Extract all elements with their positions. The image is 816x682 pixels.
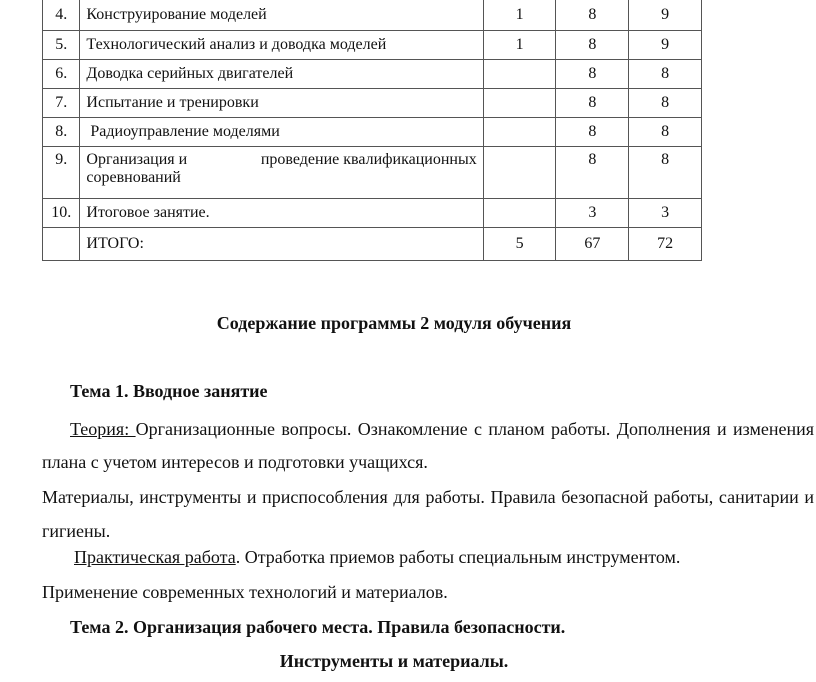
row-practice-hours: 8: [556, 60, 629, 89]
theory-label: Теория:: [70, 419, 136, 439]
row-topic-text: Радиоуправление моделями: [90, 123, 280, 140]
row-total-hours: 72: [629, 228, 702, 261]
topic2-subtitle: Инструменты и материалы.: [279, 651, 509, 671]
row-number: 5.: [43, 31, 80, 60]
practice-label: Практическая работа: [74, 547, 236, 567]
table-row: [43, 89, 702, 118]
row-number: 8.: [43, 118, 80, 147]
row-total-hours: 3: [629, 199, 702, 228]
row-theory-hours: [483, 89, 556, 118]
practice-text: . Отработка приемов работы специальным инструментом.: [235, 547, 681, 567]
row-topic: Технологический анализ и доводка моделей: [80, 31, 483, 60]
practice-line: [74, 547, 680, 568]
row-topic-line: [86, 151, 476, 169]
row-topic: Конструирование моделей: [80, 0, 483, 31]
row-number: 7.: [43, 89, 80, 118]
row-number: [43, 228, 80, 261]
row-theory-hours: 1: [483, 31, 556, 60]
row-topic-part3: соревнований: [86, 169, 181, 186]
row-theory-hours: [483, 118, 556, 147]
row-practice-hours: 8: [556, 31, 629, 60]
row-topic: Испытание и тренировки: [80, 89, 483, 118]
row-practice-hours: 8: [556, 147, 629, 199]
plan-table: [42, 0, 702, 261]
theory-paragraph: [42, 413, 814, 479]
row-practice-hours: 8: [556, 118, 629, 147]
row-total-hours: 8: [629, 89, 702, 118]
row-total-hours: 8: [629, 60, 702, 89]
theory-text: Организационные вопросы. Ознакомление с планом работы. Дополнения и изменения плана с учетом интересов и подготовки учащихся.: [42, 419, 814, 472]
row-topic: [80, 118, 483, 147]
row-total-hours: 8: [629, 147, 702, 199]
row-theory-hours: 5: [483, 228, 556, 261]
row-total-hours: 9: [629, 31, 702, 60]
row-theory-hours: 1: [483, 0, 556, 31]
row-practice-hours: 8: [556, 0, 629, 31]
table-row: [43, 0, 702, 31]
topic1-title: Тема 1. Вводное занятие: [70, 381, 268, 401]
row-topic: Итоговое занятие.: [80, 199, 483, 228]
row-total-hours: 8: [629, 118, 702, 147]
table-row: [43, 60, 702, 89]
row-topic: [80, 147, 483, 199]
row-practice-hours: 8: [556, 89, 629, 118]
table-row: [43, 147, 702, 199]
table-row: [43, 31, 702, 60]
row-topic: ИТОГО:: [80, 228, 483, 261]
row-number: 10.: [43, 199, 80, 228]
topic2-title: Тема 2. Организация рабочего места. Правила безопасности.: [70, 617, 566, 637]
row-topic-part2: проведение квалификационных: [260, 151, 477, 168]
row-practice-hours: 3: [556, 199, 629, 228]
row-theory-hours: [483, 199, 556, 228]
section-title: Содержание программы 2 модуля обучения: [216, 313, 572, 333]
row-topic: Доводка серийных двигателей: [80, 60, 483, 89]
row-theory-hours: [483, 60, 556, 89]
practice-line-2: Применение современных технологий и материалов.: [42, 582, 448, 602]
table-row-total: [43, 228, 702, 261]
table-row: [43, 199, 702, 228]
materials-paragraph: Материалы, инструменты и приспособления для работы. Правила безопасной работы, санитарии и гигиены.: [42, 487, 814, 541]
row-number: 4.: [43, 0, 80, 31]
row-practice-hours: 67: [556, 228, 629, 261]
row-number: 9.: [43, 147, 80, 199]
row-total-hours: 9: [629, 0, 702, 31]
table-row: [43, 118, 702, 147]
row-theory-hours: [483, 147, 556, 199]
row-topic-part1: Организация и: [86, 151, 188, 168]
row-number: 6.: [43, 60, 80, 89]
